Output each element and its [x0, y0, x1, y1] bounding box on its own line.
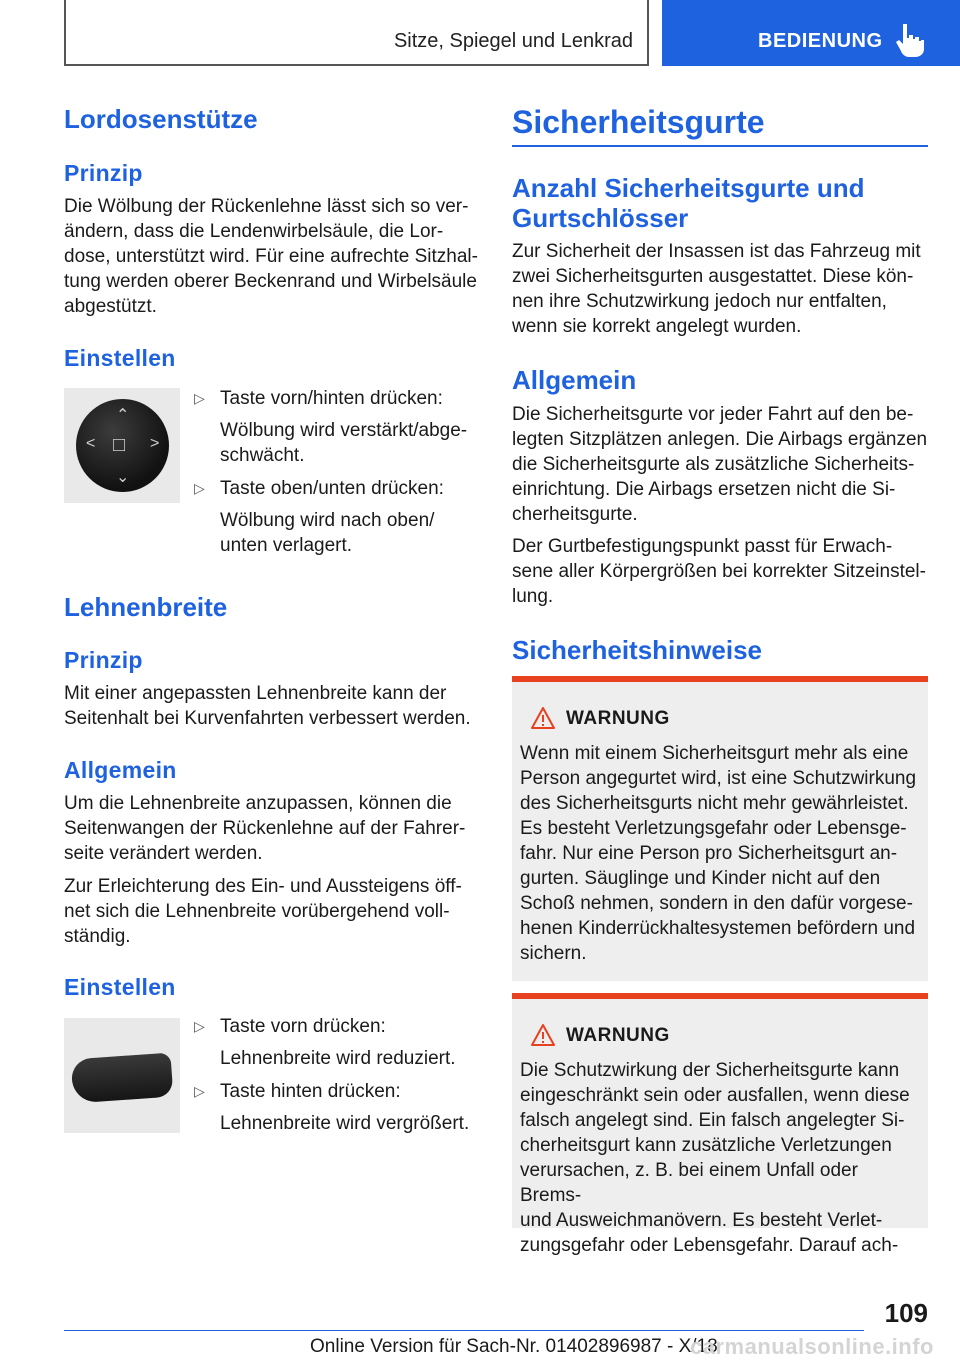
- chevron-down-icon: ⌄: [116, 469, 130, 486]
- list-item: [188, 1079, 478, 1104]
- text-line: Lehnenbreite wird reduziert.: [220, 1048, 456, 1069]
- text-line: schwächt.: [220, 445, 305, 466]
- text-line: eingeschränkt sein oder ausfallen, wenn diese: [520, 1085, 910, 1106]
- warning-box: [512, 676, 928, 981]
- lehne-switch-image: [64, 1018, 180, 1133]
- heading-lordose: Lordosenstütze: [64, 104, 258, 134]
- step-result: [188, 1046, 478, 1071]
- chevron-left-icon: <: [86, 435, 96, 452]
- text-line: zungsgefahr oder Lebensgefahr. Darauf ach-: [520, 1235, 899, 1256]
- lehne-allgemein-text-2: [64, 874, 462, 949]
- gurte-allgemein-text-1: [512, 402, 927, 527]
- text-line: unten verlagert.: [220, 535, 353, 556]
- text-line: cherheitsgurte.: [512, 504, 638, 525]
- warning-triangle-icon: [530, 706, 556, 730]
- text-line: abgestützt.: [64, 296, 157, 317]
- text-line: cherheitsgurt kann zusätzliche Verletzungen: [520, 1135, 892, 1156]
- text-line: Wenn mit einem Sicherheitsgurt mehr als eine: [520, 743, 909, 764]
- text-line: Wölbung wird verstärkt/abge-: [220, 420, 468, 441]
- bullet-triangle-icon: ▷: [194, 480, 205, 496]
- step-result: [188, 508, 478, 558]
- pointing-hand-icon: [894, 22, 926, 58]
- text-line: Es besteht Verletzungsgefahr oder Lebensge-: [520, 818, 907, 839]
- text-line: Person angegurtet wird, ist eine Schutzwirkung: [520, 768, 917, 789]
- text-line: net sich die Lehnenbreite vorübergehend voll-: [64, 901, 450, 922]
- header-section-frame: [64, 0, 649, 66]
- text-line: ständig.: [64, 926, 131, 947]
- page-number: 109: [884, 1298, 928, 1328]
- bullet-triangle-icon: ▷: [194, 390, 205, 406]
- heading-anzahl: [512, 173, 865, 233]
- step-action: Taste vorn/hinten drücken:: [220, 388, 443, 409]
- lehne-allgemein-text-1: [64, 791, 465, 866]
- text-line: Zur Erleichterung des Ein- und Aussteigens öff-: [64, 876, 462, 897]
- text-line: Seitenwangen der Rückenlehne auf der Fahrer-: [64, 818, 466, 839]
- text-line: dose, unterstützt wird. Für eine aufrechte Sitzhal-: [64, 246, 478, 267]
- chevron-up-icon: ⌃: [116, 407, 130, 424]
- step-result: [188, 1111, 478, 1136]
- text-line: des Sicherheitsgurts nicht mehr gewährleistet.: [520, 793, 909, 814]
- text-line: ändern, dass die Lendenwirbelsäule, die Lor-: [64, 221, 444, 242]
- text-line: Wölbung wird nach oben/: [220, 510, 435, 531]
- heading-lehne-einstellen: Einstellen: [64, 974, 176, 1000]
- heading-lehne-allgemein: Allgemein: [64, 757, 177, 783]
- anzahl-text: [512, 239, 921, 339]
- warning-triangle-icon: [530, 1023, 556, 1047]
- lordose-switch-knob: [76, 399, 169, 492]
- text-line: verursachen, z. B. bei einem Unfall oder Brems-: [520, 1160, 858, 1206]
- text-line: falsch angelegt sind. Ein falsch angelegter Si-: [520, 1110, 905, 1131]
- heading-lehnenbreite: Lehnenbreite: [64, 592, 228, 622]
- heading-line: Gurtschlösser: [512, 203, 689, 233]
- text-line: tung werden oberer Beckenrand und Wirbelsäule: [64, 271, 477, 292]
- bullet-triangle-icon: ▷: [194, 1018, 205, 1034]
- lehne-switch-button: [71, 1053, 174, 1104]
- text-line: Der Gurtbefestigungspunkt passt für Erwach-: [512, 536, 893, 557]
- text-line: Die Schutzwirkung der Sicherheitsgurte kann: [520, 1060, 900, 1081]
- step-action: Taste hinten drücken:: [220, 1081, 401, 1102]
- footer-rule: [64, 1330, 864, 1331]
- heading-hinweise: Sicherheitshinweise: [512, 635, 762, 665]
- text-line: Schoß nehmen, sondern in den dafür vorgese-: [520, 893, 913, 914]
- lehne-prinzip-text: [64, 681, 471, 731]
- footer-online-version: Online Version für Sach-Nr. 01402896987 - X/18: [310, 1336, 718, 1357]
- heading-rule: [512, 145, 928, 147]
- warning-text: [520, 1058, 924, 1258]
- warning-label: WARNUNG: [566, 1025, 670, 1046]
- bullet-triangle-icon: ▷: [194, 1083, 205, 1099]
- text-line: lung.: [512, 586, 554, 607]
- text-line: Die Wölbung der Rückenlehne lässt sich so ver-: [64, 196, 469, 217]
- warning-box: [512, 993, 928, 1256]
- gurte-allgemein-text-2: [512, 534, 926, 609]
- text-line: Um die Lehnenbreite anzupassen, können die: [64, 793, 452, 814]
- heading-lordose-einstellen: Einstellen: [64, 345, 176, 371]
- text-line: einrichtung. Die Airbags ersetzen nicht die Si-: [512, 479, 896, 500]
- text-line: henen Kinderrückhaltesystemen befördern und: [520, 918, 916, 939]
- step-action: Taste vorn drücken:: [220, 1016, 386, 1037]
- text-line: fahr. Nur eine Person pro Sicherheitsgurt an-: [520, 843, 898, 864]
- text-line: Mit einer angepassten Lehnenbreite kann der: [64, 683, 447, 704]
- warning-text: [520, 741, 924, 966]
- text-line: Lehnenbreite wird vergrößert.: [220, 1113, 470, 1134]
- header-section-title: Sitze, Spiegel und Lenkrad: [393, 30, 633, 52]
- text-line: gurten. Säuglinge und Kinder nicht auf den: [520, 868, 881, 889]
- lehne-steps: [188, 1014, 478, 1136]
- lordose-steps: [188, 386, 478, 558]
- text-line: Seitenhalt bei Kurvenfahrten verbessert werden.: [64, 708, 471, 729]
- text-line: sene aller Körpergrößen bei korrekter Sitzeinstel-: [512, 561, 926, 582]
- text-line: und Ausweichmanövern. Es besteht Verlet-: [520, 1210, 883, 1231]
- watermark: carmanualsonline.info: [690, 1334, 934, 1359]
- warning-label: WARNUNG: [566, 708, 670, 729]
- text-line: wenn sie korrekt angelegt wurden.: [512, 316, 802, 337]
- heading-gurte-allgemein: Allgemein: [512, 365, 637, 395]
- header-chapter-tab[interactable]: [662, 0, 960, 66]
- text-line: Zur Sicherheit der Insassen ist das Fahrzeug mit: [512, 241, 921, 262]
- step-result: [188, 418, 478, 468]
- text-line: Die Sicherheitsgurte vor jeder Fahrt auf den be-: [512, 404, 914, 425]
- text-line: sichern.: [520, 943, 587, 964]
- list-item: [188, 1014, 478, 1039]
- lordose-switch-image: [64, 388, 180, 503]
- step-action: Taste oben/unten drücken:: [220, 478, 444, 499]
- heading-line: Anzahl Sicherheitsgurte und: [512, 173, 865, 203]
- heading-lordose-prinzip: Prinzip: [64, 160, 143, 186]
- heading-lehne-prinzip: Prinzip: [64, 647, 143, 673]
- text-line: die Sicherheitsgurte als zusätzliche Sicherheits-: [512, 454, 915, 475]
- lordose-prinzip-text: [64, 194, 478, 319]
- text-line: nen ihre Schutzwirkung jedoch nur entfalten,: [512, 291, 887, 312]
- text-line: zwei Sicherheitsgurten ausgestattet. Diese kön-: [512, 266, 914, 287]
- header-chapter-label: BEDIENUNG: [758, 30, 883, 52]
- seat-icon: □: [113, 434, 126, 456]
- text-line: seite verändert werden.: [64, 843, 263, 864]
- list-item: [188, 386, 478, 411]
- heading-sicherheitsgurte: Sicherheitsgurte: [512, 104, 765, 140]
- text-line: legten Sitzplätzen anlegen. Die Airbags ergänzen: [512, 429, 928, 450]
- chevron-right-icon: >: [150, 435, 160, 452]
- list-item: [188, 476, 478, 501]
